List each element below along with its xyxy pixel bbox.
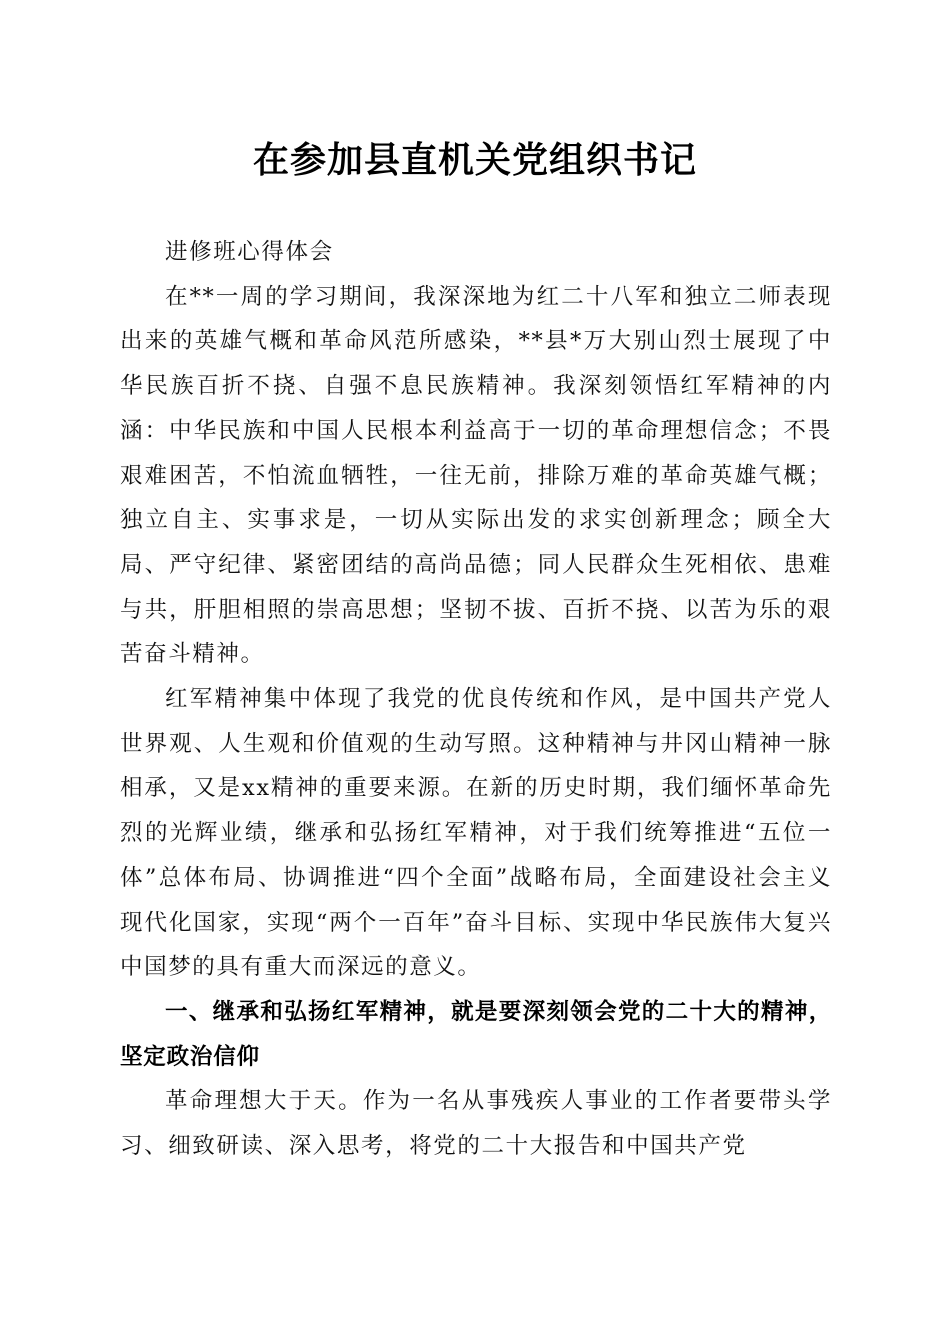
section-heading-1: 一、继承和弘扬红军精神，就是要深刻领会党的二十大的精神，坚定政治信仰: [120, 998, 832, 1070]
document-body: [120, 230, 832, 1169]
paragraph-3: 革命理想大于天。作为一名从事残疾人事业的工作者要带头学习、细致研读、深入思考，将党的二十大报告和中国共产党: [120, 1088, 832, 1160]
paragraph-2: 红军精神集中体现了我党的优良传统和作风，是中国共产党人世界观、人生观和价值观的生动写照。这种精神与井冈山精神一脉相承，又是xx精神的重要来源。在新的历史时期，我们缅怀革命先烈的光辉业绩，继承和弘扬红军精神，对于我们统筹推进“五位一体”总体布局、协调推进“四个全面”战略布局，全面建设社会主义现代化国家，实现“两个一百年”奋斗目标、实现中华民族伟大复兴中国梦的具有重大而深远的意义。: [120, 686, 832, 981]
document-subtitle: 进修班心得体会: [165, 239, 334, 265]
paragraph-1: 在**一周的学习期间，我深深地为红二十八军和独立二师表现出来的英雄气概和革命风范所感染，**县*万大别山烈士展现了中华民族百折不挠、自强不息民族精神。我深刻领悟红军精神的内涵：中华民族和中国人民根本利益高于一切的革命理想信念；不畏艰难困苦，不怕流血牺牲，一往无前，排除万难的革命英雄气概；独立自主、实事求是，一切从实际出发的求实创新理念；顾全大局、严守纪律、紧密团结的高尚品德；同人民群众生死相依、患难与共，肝胆相照的崇高思想；坚韧不拔、百折不挠、以苦为乐的艰苦奋斗精神。: [120, 283, 832, 668]
document-title: 在参加县直机关党组织书记: [252, 139, 697, 181]
